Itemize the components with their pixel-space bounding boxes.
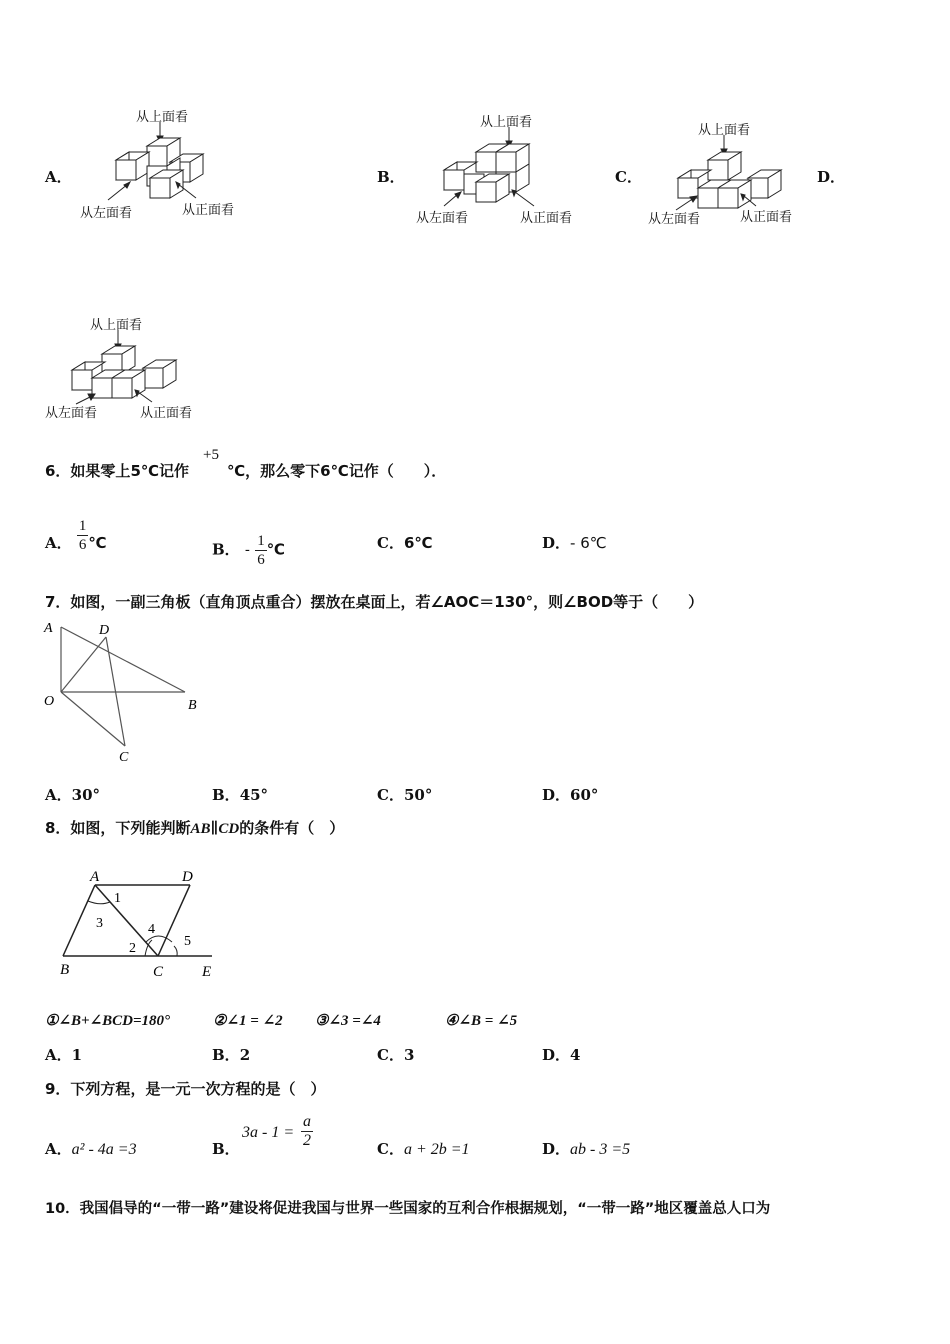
q5-option-a-label: A． — [45, 168, 72, 186]
frac-numerator: 1 — [257, 533, 265, 549]
q7-option-a-text: 30° — [71, 786, 101, 804]
q9-stem: 9．下列方程，是一元一次方程的是（ ） — [45, 1080, 326, 1098]
frac-numerator: 1 — [78, 517, 87, 534]
q8-option-a-text: 1 — [71, 1046, 83, 1064]
q9-option-b-lhs: 3a - 1 = — [242, 1124, 295, 1141]
q7-point-c: C — [119, 750, 129, 765]
q8-option-a — [45, 1044, 82, 1065]
q9-option-a — [45, 1138, 137, 1159]
frac-numerator: a — [303, 1113, 311, 1130]
q7-option-b-text: 45° — [239, 786, 269, 804]
q5-option-c-label: C． — [615, 168, 642, 186]
q8-option-b — [212, 1044, 250, 1065]
q7-point-o: O — [44, 694, 55, 709]
q9-option-d-equation: ab - 3 =5 — [570, 1141, 631, 1158]
fig-b-top-label: 从上面看 — [480, 115, 533, 130]
q9-option-d — [542, 1138, 630, 1159]
q8-stem-part-b: 的条件有（ ） — [239, 819, 345, 837]
q7-option-a-label: A． — [45, 786, 72, 804]
q7-option-d-text: 60° — [570, 786, 599, 804]
q8-option-b-label: B． — [212, 1046, 240, 1064]
q8-condition-2: ②∠1 = ∠2 — [213, 1013, 283, 1029]
q8-condition-1: ①∠B+∠BCD=180° — [45, 1013, 171, 1029]
q8-option-b-text: 2 — [239, 1046, 251, 1064]
fig-a-top-label: 从上面看 — [136, 110, 189, 125]
q6-option-a-unit: ℃ — [88, 534, 107, 552]
q8-option-c-text: 3 — [403, 1046, 415, 1064]
q8-option-d-label: D． — [542, 1046, 571, 1064]
q6-option-b-unit: ℃ — [266, 540, 285, 559]
fig-b-left-label: 从左面看 — [416, 211, 469, 226]
q5-option-d-label: D． — [817, 168, 846, 186]
q7-point-b: B — [188, 698, 197, 713]
q8-stem-part-a: 8．如图，下列能判断 — [45, 819, 191, 837]
q7-option-b-label: B． — [212, 786, 240, 804]
fig-c-left-label: 从左面看 — [648, 212, 701, 227]
q6-option-d-text: - 6℃ — [570, 534, 607, 552]
q9-option-a-label: A． — [45, 1140, 72, 1158]
q8-angle-1: 1 — [114, 891, 121, 906]
q6-option-a-label: A． — [45, 534, 72, 552]
q7-stem: 7．如图，一副三角板（直角顶点重合）摆放在桌面上，若∠AOC＝130°，则∠BOD等于（ ） — [45, 593, 704, 611]
q5-option-b-label: B． — [377, 168, 405, 186]
q8-option-a-label: A． — [45, 1046, 72, 1064]
q6-option-d-label: D． — [542, 534, 571, 552]
q8-point-a: A — [90, 869, 100, 885]
q8-point-c: C — [153, 964, 164, 980]
q7-point-d: D — [99, 623, 110, 638]
q8-angle-5: 5 — [184, 934, 191, 949]
q7-option-c-text: 50° — [403, 786, 433, 804]
q9-option-b-fraction — [301, 1113, 313, 1150]
fig-c-top-label: 从上面看 — [698, 123, 751, 138]
q8-angle-4: 4 — [148, 922, 155, 937]
fig-a-front-label: 从正面看 — [182, 203, 235, 218]
q9-option-c — [377, 1138, 470, 1159]
q8-angle-3: 3 — [96, 916, 103, 931]
q8-condition-3: ③∠3 =∠4 — [315, 1013, 381, 1029]
q9-option-b — [212, 1138, 240, 1159]
q8-option-c — [377, 1044, 414, 1065]
q6-stem-part-a: 6．如果零上5℃记作 — [45, 462, 190, 480]
q8-stem-math: AB∥CD — [190, 821, 240, 837]
q6-option-c-text: 6℃ — [403, 534, 433, 552]
fig-b-front-label: 从正面看 — [520, 211, 573, 226]
q9-option-a-equation: a² - 4a =3 — [71, 1141, 137, 1158]
q8-point-b: B — [60, 962, 70, 978]
q8-point-e: E — [202, 964, 212, 980]
q6-option-b-sign: - — [244, 540, 250, 559]
q7-point-a: A — [44, 621, 53, 636]
frac-denominator: 6 — [78, 536, 87, 553]
q9-option-d-label: D． — [542, 1140, 571, 1158]
q8-condition-4: ④∠B = ∠5 — [445, 1013, 518, 1029]
frac-denominator: 6 — [257, 552, 265, 568]
fig-d-left-label: 从左面看 — [45, 406, 98, 421]
q7-option-c-label: C． — [377, 786, 404, 804]
q9-option-c-label: C． — [377, 1140, 404, 1158]
q8-angle-2: 2 — [129, 941, 136, 956]
fig-d-top-label: 从上面看 — [90, 318, 143, 333]
q8-option-d-text: 4 — [570, 1046, 581, 1064]
fig-c-front-label: 从正面看 — [740, 210, 793, 225]
q9-option-b-label: B． — [212, 1140, 240, 1158]
q6-superscript: +5 — [203, 447, 219, 463]
frac-denominator: 2 — [303, 1132, 311, 1149]
q8-point-d: D — [182, 869, 193, 885]
q7-option-d-label: D． — [542, 786, 571, 804]
q8-option-d — [542, 1044, 580, 1065]
q6-option-b-label: B． — [212, 540, 240, 559]
q9-option-c-equation: a + 2b =1 — [403, 1141, 470, 1158]
fig-d-front-label: 从正面看 — [140, 406, 193, 421]
q8-option-c-label: C． — [377, 1046, 404, 1064]
q10-stem: 10．我国倡导的“一带一路”建设将促进我国与世界一些国家的互利合作根据规划，“一带一路”地区覆盖总人口为 — [45, 1201, 771, 1217]
q6-option-c-label: C． — [377, 534, 404, 552]
fig-a-left-label: 从左面看 — [80, 206, 133, 221]
q6-stem-part-b: ℃，那么零下6℃记作（ ）． — [227, 462, 447, 480]
